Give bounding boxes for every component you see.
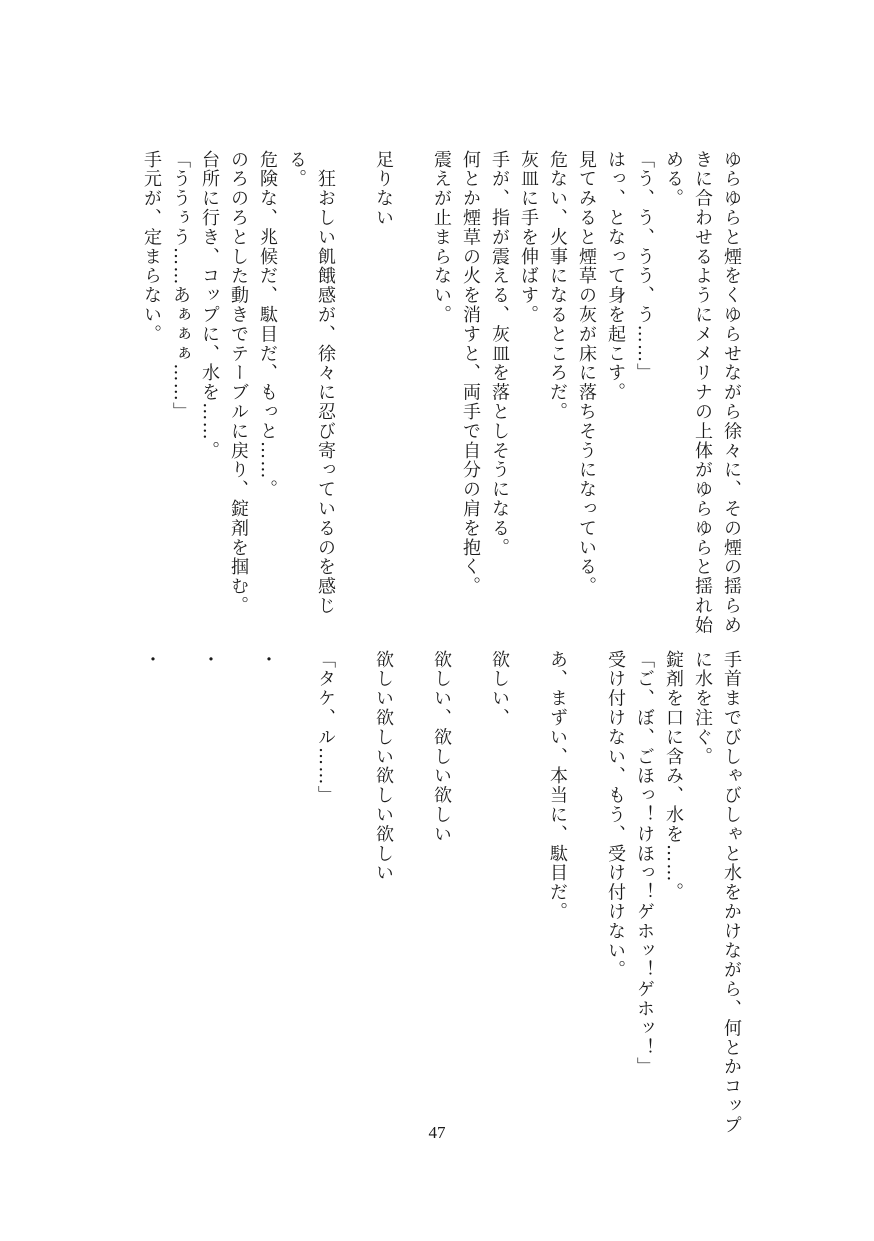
text-line: 見てみると煙草の灰が床に落ちそうになっている。: [576, 150, 597, 597]
text-line: 何とか煙草の火を消すと、両手で自分の肩を抱く。: [460, 150, 481, 597]
blank-line: [398, 650, 427, 1100]
text-line: 足りない: [373, 150, 394, 228]
text-line: 欲しい欲しい欲しい欲しい: [373, 650, 394, 883]
text-line: 危険な、兆候だ、駄目だ、もっと……。: [257, 150, 278, 500]
text-line: 受け付けない、もう、受け付けない。: [605, 650, 626, 980]
text-line: ゆらゆらと煙をくゆらせながら徐々に、その煙の揺らめ: [721, 150, 742, 635]
blank-line: [340, 650, 369, 1100]
blank-line: [340, 150, 369, 600]
text-line: める。: [663, 150, 684, 209]
text-line: 「ご、ぼ、ごほっ！けほっ！ゲホッ！ゲホッ！」: [634, 650, 655, 1077]
text-line: 「ううぅう……あぁぁぁ……」: [170, 150, 191, 422]
text-line: 手首までびしゃびしゃと水をかけながら、何とかコップ: [721, 650, 742, 1135]
dot-separator: ・: [257, 650, 278, 670]
text-line: 欲しい、欲しい欲しい: [431, 650, 452, 844]
text-line: はっ、となって身を起こす。: [605, 150, 626, 403]
text-line: 「う、う、うう、う……」: [634, 150, 655, 383]
blank-line: [456, 650, 485, 1100]
text-line: 震えが止まらない。: [431, 150, 452, 325]
text-line: 「タケ、ル……」: [315, 650, 336, 806]
blank-line: [282, 650, 311, 1100]
dot-separator: ・: [199, 650, 220, 670]
text-line: 狂おしい飢餓感が、徐々に忍び寄っているのを感じ: [315, 150, 336, 616]
text-block-upper: [136, 150, 746, 635]
text-line: あ、まずい、本当に、駄目だ。: [547, 650, 568, 922]
text-line: 灰皿に手を伸ばす。: [518, 150, 539, 325]
text-line: きに合わせるようにメメリナの上体がゆらゆらと揺れ始: [692, 150, 713, 635]
blank-line: [224, 650, 253, 1100]
blank-line: [514, 650, 543, 1100]
blank-line: [166, 650, 195, 1100]
page-number: 47: [428, 1123, 446, 1142]
blank-line: [398, 150, 427, 600]
text-line: る。: [286, 150, 307, 189]
text-line: 危ない、火事になるところだ。: [547, 150, 568, 422]
dot-separator: ・: [141, 650, 162, 670]
text-line: 錠剤を口に含み、水を……。: [663, 650, 684, 903]
text-line: 台所に行き、コップに、水を……。: [199, 150, 220, 461]
text-line: に水を注ぐ。: [692, 650, 713, 767]
blank-line: [572, 650, 601, 1100]
text-line: 手元が、定まらない。: [141, 150, 162, 344]
text-line: 手が、指が震える、灰皿を落としそうになる。: [489, 150, 510, 558]
text-line: のろのろとした動きでテーブルに戻り、錠剤を掴む。: [228, 150, 249, 616]
text-line: 欲しい、: [489, 650, 510, 728]
